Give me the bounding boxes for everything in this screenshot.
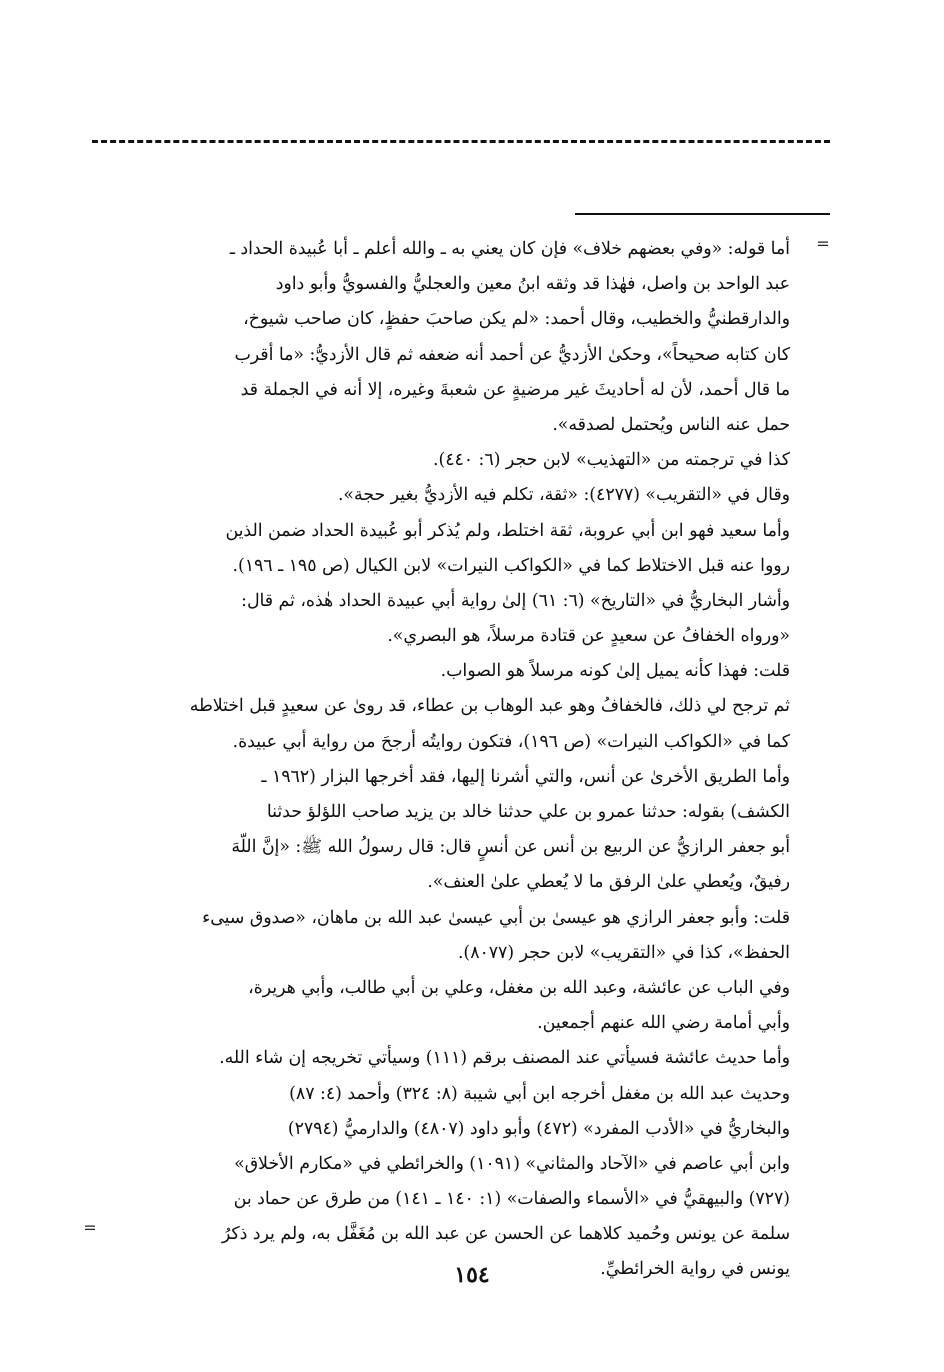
text-line: والدارقطنيُّ والخطيب، وقال أحمد: «لم يكن صاحبَ حفظٍ، كان صاحب شيوخ،	[243, 309, 790, 330]
text-line: وفي الباب عن عائشة، وعبد الله بن مغفل، وعلي بن أبي طالب، وأبي هريرة،	[248, 977, 790, 998]
text-line: رفيقٌ، ويُعطي علىٰ الرفق ما لا يُعطي علىٰ العنف».	[427, 872, 790, 893]
text-line: ما قال أحمد، لأن له أحاديثَ غير مرضيةٍ عن شعبةَ وغيره، إلا أنه في الجملة قد	[240, 379, 790, 400]
page-number: ١٥٤	[454, 1262, 490, 1288]
text-line: والبخاريُّ في «الأدب المفرد» (٤٧٢) وأبو داود (٤٨٠٧) والدارميُّ (٢٧٩٤)	[287, 1118, 790, 1139]
text-line: يونس في رواية الخرائطيِّ.	[600, 1259, 790, 1280]
text-line: وأبي أمامة رضي الله عنهم أجمعين.	[537, 1013, 790, 1034]
text-line: «ورواه الخفافُ عن سعيدٍ عن قتادة مرسلاً، هو البصري».	[387, 626, 790, 647]
text-line: سلمة عن يونس وحُميد كلاهما عن الحسن عن عبد الله بن مُغَفَّل به، ولم يرد ذكرُ	[221, 1224, 790, 1245]
text-line: وأشار البخاريُّ في «التاريخ» (٦: ٦١) إلىٰ رواية أبي عبيدة الحداد هٰذه، ثم قال:	[241, 590, 790, 611]
text-line: حمل عنه الناس ويُحتمل لصدقه».	[552, 414, 790, 435]
text-line: أبو جعفر الرازيُّ عن الربيع بن أنس عن أنسٍ قال: قال رسولُ الله ﷺ: «إنَّ اللّهَ	[231, 837, 790, 858]
text-line: وأما حديث عائشة فسيأتي عند المصنف برقم (١١١) وسيأتي تخريجه إن شاء الله.	[219, 1048, 790, 1069]
text-line: رووا عنه قبل الاختلاط كما في «الكواكب النيرات» لابن الكيال (ص ١٩٥ ـ ١٩٦).	[232, 555, 790, 576]
text-line: وأما الطريق الأخرىٰ عن أنس، والتي أشرنا إليها، فقد أخرجها البزار (١٩٦٢ ـ	[261, 766, 790, 787]
footnote-text	[90, 232, 790, 1288]
text-line: وحديث عبد الله بن مغفل أخرجه ابن أبي شيبة (٨: ٣٢٤) وأحمد (٤: ٨٧)	[289, 1083, 790, 1104]
text-line: الحفظ»، كذا في «التقريب» لابن حجر (٨٠٧٧).	[457, 942, 790, 963]
text-line: كان كتابه صحيحاً»، وحكىٰ الأزديُّ عن أحمد أنه ضعفه ثم قال الأزديُّ: «ما أقرب	[234, 344, 790, 365]
dashed-separator	[92, 140, 830, 143]
text-line: وابن أبي عاصم في «الآحاد والمثاني» (١٠٩١) والخرائطي في «مكارم الأخلاق»	[234, 1153, 790, 1174]
text-line: وأما سعيد فهو ابن أبي عروبة، ثقة اختلط، ولم يُذكر أبو عُبيدة الحداد ضمن الذين	[225, 520, 790, 541]
text-line: أما قوله: «وفي بعضهم خلاف» فإن كان يعني به ـ والله أعلم ـ أبا عُبيدة الحداد ـ	[229, 239, 790, 259]
text-line: قلت: فهذا كأنه يميل إلىٰ كونه مرسلاً هو الصواب.	[440, 661, 790, 682]
text-line: الكشف) بقوله: حدثنا عمرو بن علي حدثنا خالد بن يزيد صاحب اللؤلؤ حدثنا	[266, 802, 790, 822]
continuation-mark-bottom: =	[83, 1218, 97, 1237]
text-line: (٧٢٧) والبيهقيُّ في «الأسماء والصفات» (١: ١٤٠ ـ ١٤١) من طرق عن حماد بن	[233, 1189, 790, 1210]
text-line: كما في «الكواكب النيرات» (ص ١٩٦)، فتكون روايتُه أرجحَ من رواية أبي عبيدة.	[232, 731, 790, 752]
text-line: ثم ترجح لي ذلك، فالخفافُ وهو عبد الوهاب بن عطاء، قد روىٰ عن سعيدٍ قبل اختلاطه	[189, 696, 790, 717]
text-line: كذا في ترجمته من «التهذيب» لابن حجر (٦: ٤٤٠).	[432, 450, 790, 471]
footnote-rule	[575, 213, 830, 215]
continuation-mark-top: =	[816, 234, 830, 253]
text-line: عبد الواحد بن واصل، فهٰذا قد وثقه ابنُ معين والعجليُّ والفسويُّ وأبو داود	[275, 274, 790, 295]
text-line: قلت: وأبو جعفر الرازي هو عيسىٰ بن أبي عيسىٰ عبد الله بن ماهان، «صدوق سيىء	[202, 907, 790, 928]
text-line: وقال في «التقريب» (٤٢٧٧): «ثقة، تكلم فيه الأزديُّ بغير حجة».	[337, 485, 790, 506]
